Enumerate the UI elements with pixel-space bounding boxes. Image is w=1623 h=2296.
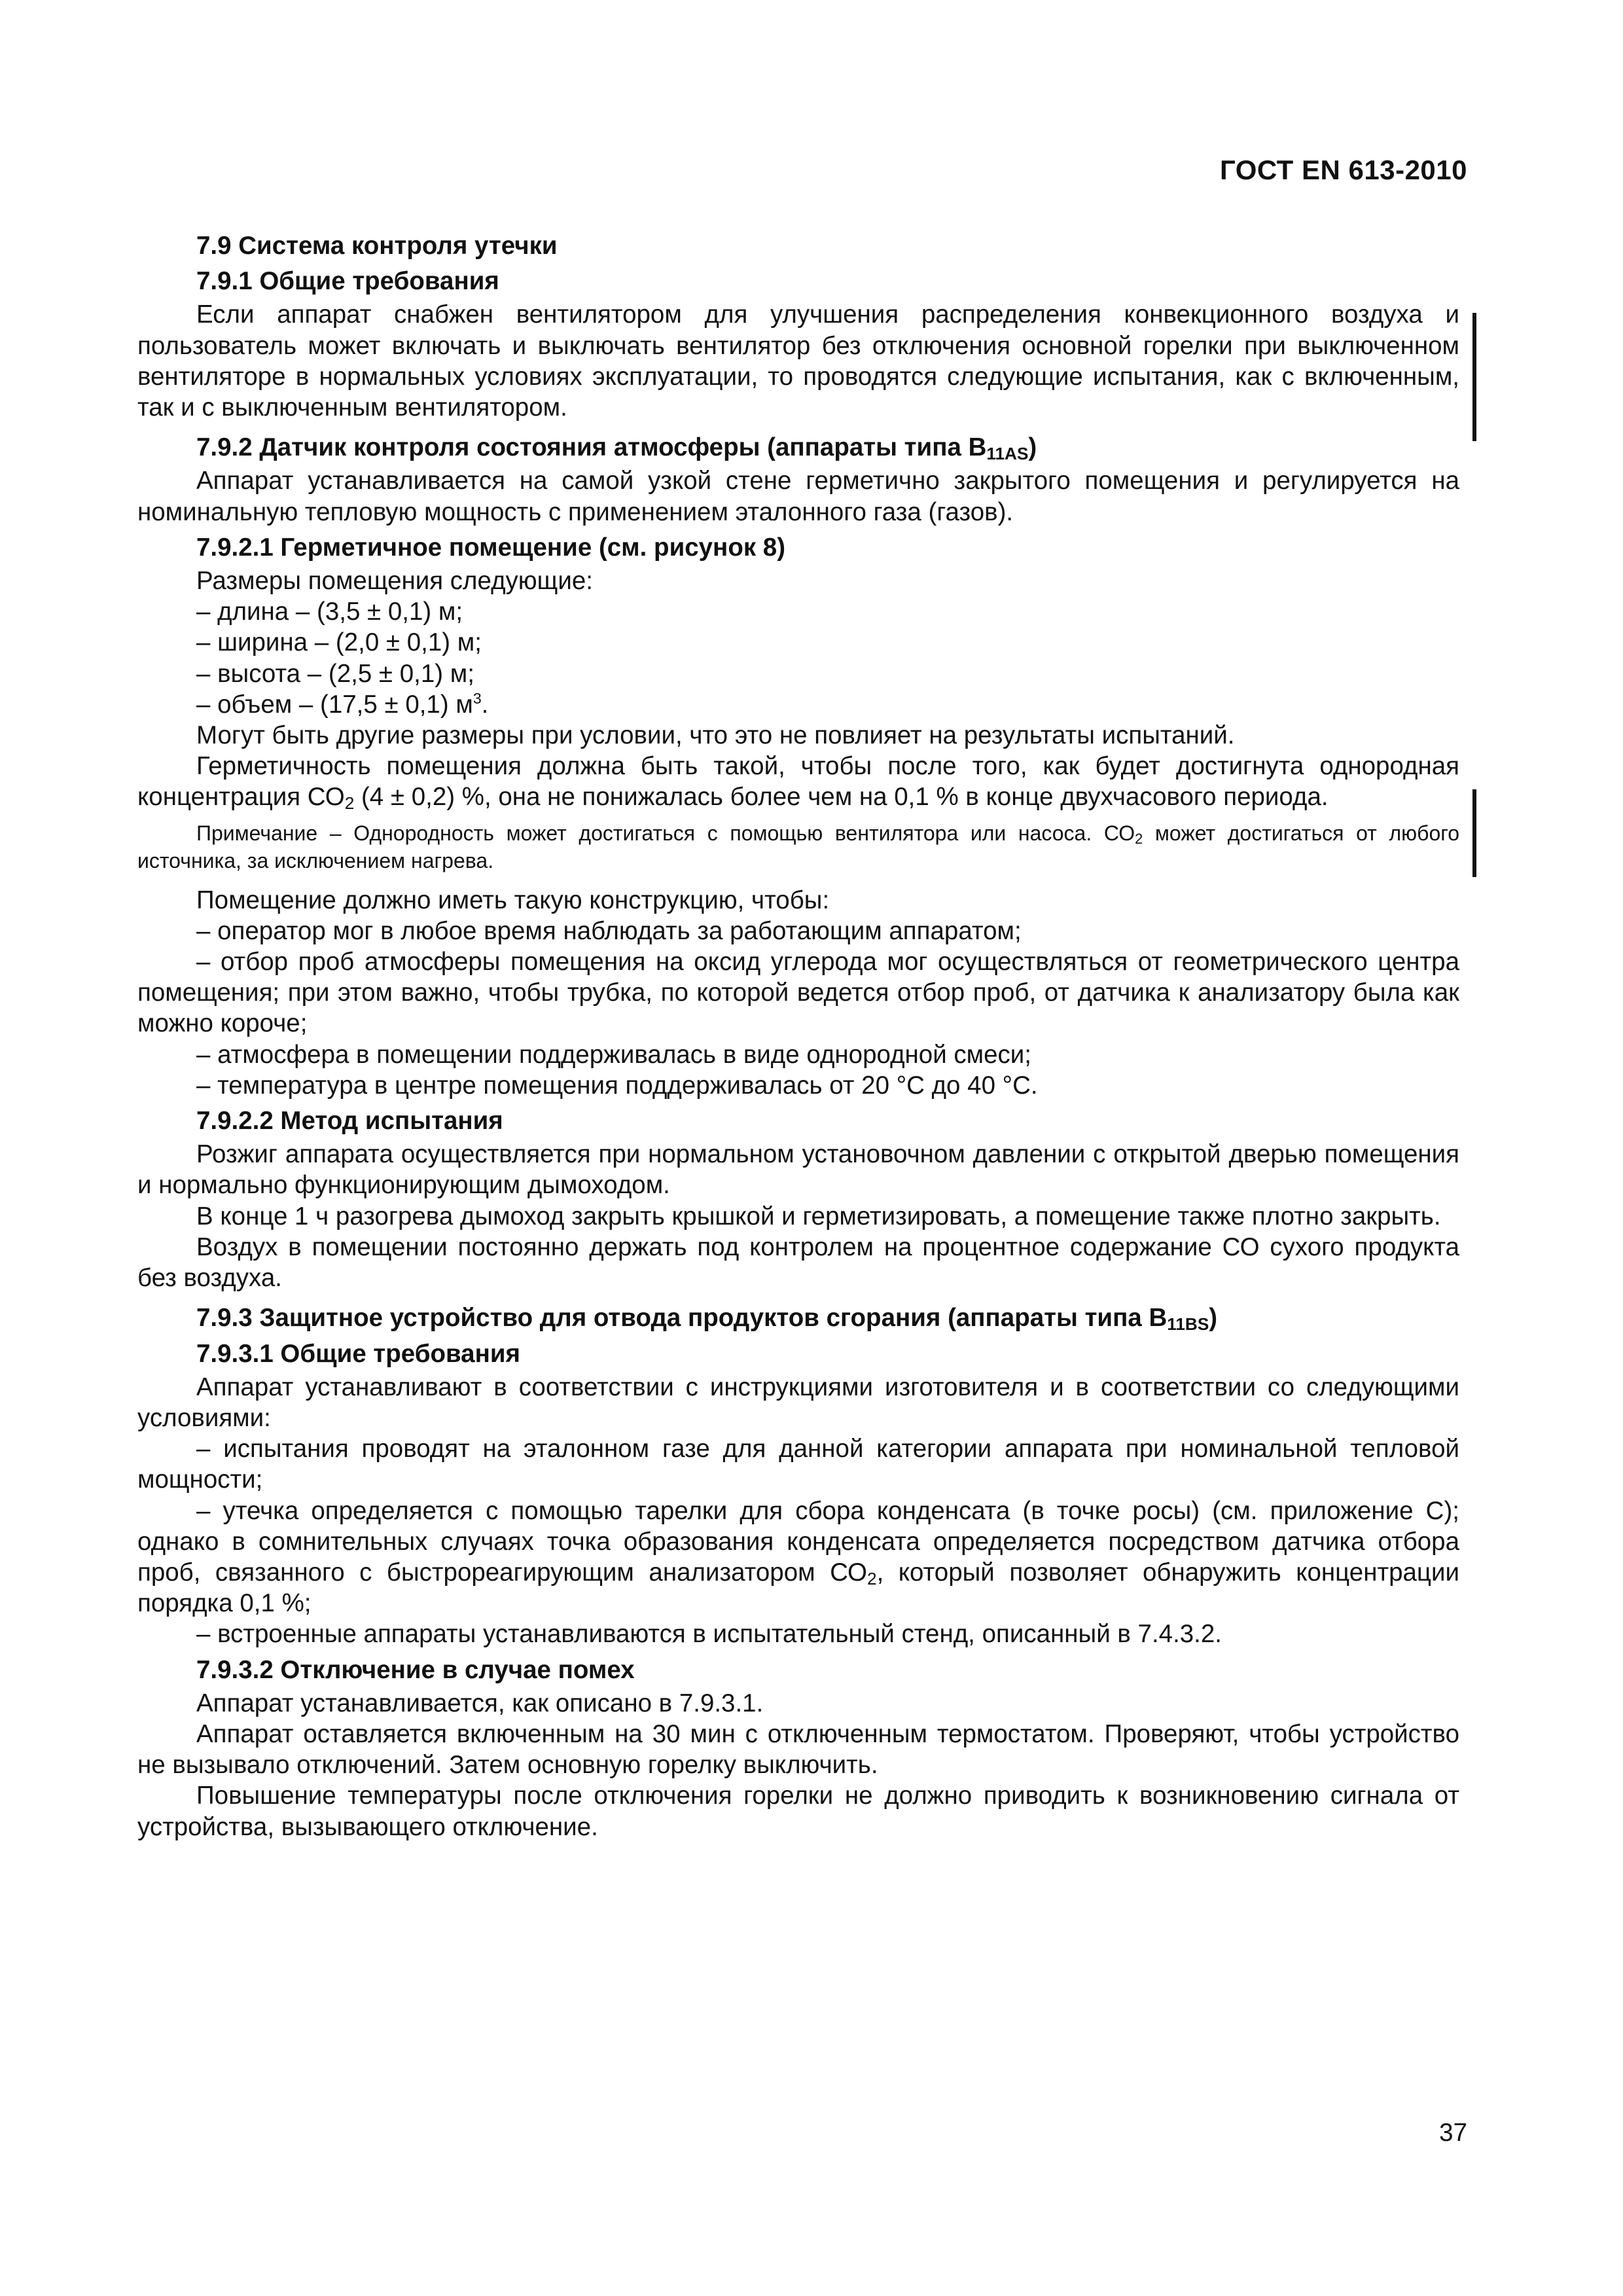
list-item: – объем – (17,5 ± 0,1) $м^3$. xyxy=(196,689,489,719)
subsection-heading: 7.9.2.2 Метод испытания xyxy=(196,1107,503,1136)
list-item: – встроенные аппараты устанавливаются в испытательный стенд, описанный в 7.4.3.2. xyxy=(196,1620,1222,1649)
list-item: – температура в центре помещения поддерживалась от 20 °С до 40 °С. xyxy=(196,1071,1038,1100)
paragraph: Размеры помещения следующие: xyxy=(196,567,593,596)
subsection-heading: 7.9.3 Защитное устройство для отвода продуктов сгорания (аппараты типа $В_{11BS}$) xyxy=(196,1304,1218,1335)
paragraph: В конце 1 ч разогрева дымоход закрыть крышкой и герметизировать, а помещение также плотно закрыть. xyxy=(196,1202,1441,1230)
page-number: 37 xyxy=(1439,2119,1467,2147)
subsection-heading: 7.9.2.1 Герметичное помещение (см. рисунок 8) xyxy=(196,533,786,562)
paragraph: Воздух в помещении постоянно держать под контролем на процентное содержание СО сухого продукта без воздуха. xyxy=(137,1232,1459,1293)
document-body xyxy=(137,230,1459,1842)
paragraph: Аппарат устанавливается на самой узкой стене герметично закрытого помещения и регулируется на номинальную тепловую мощность с применением эталонного газа (газов). xyxy=(137,467,1459,526)
paragraph: Если аппарат снабжен вентилятором для улучшения распределения конвекционного воздуха и пользователь может включать и выключать вентилятор без отключения основной горелки при выключенном вентиляторе в нормальных условиях эксплуатации, то проводятся следующие испытания, как с включенным, так и с выключенным вентилятором. xyxy=(137,300,1459,422)
subsection-heading: 7.9.1 Общие требования xyxy=(196,267,499,296)
list-item: – утечка определяется с помощью тарелки для сбора конденсата (в точке росы) (см. приложение С); однако в сомнительных случаях точка образования конденсата определяется посредством датчика отбора проб, связанного с быстрореагирующим анализатором $СО_2$, который позволяет обнаружить концентрации порядка 0,1 %; xyxy=(137,1496,1459,1618)
list-item: – длина – (3,5 ± 0,1) м; xyxy=(196,598,463,626)
list-item: – высота – (2,5 ± 0,1) м; xyxy=(196,659,474,688)
section-heading: 7.9 Система контроля утечки xyxy=(196,232,558,260)
note: Примечание – Однородность может достигаться с помощью вентилятора или насоса. $СО_2$ может достигаться от любого источника, за исключением нагрева. xyxy=(137,821,1460,872)
list-item: – атмосфера в помещении поддерживалась в виде однородной смеси; xyxy=(196,1040,1031,1069)
subsection-heading: 7.9.3.1 Общие требования xyxy=(196,1339,520,1368)
paragraph: Могут быть другие размеры при условии, что это не повлияет на результаты испытаний. xyxy=(196,721,1235,750)
change-bar xyxy=(1472,313,1476,441)
subsection-heading: 7.9.3.2 Отключение в случае помех xyxy=(196,1655,635,1684)
list-item: – отбор проб атмосферы помещения на оксид углерода мог осуществляться от геометрического центра помещения; при этом важно, чтобы трубка, по которой ведется отбор проб, от датчика к анализатору была как можно короче; xyxy=(137,948,1459,1038)
paragraph: Аппарат устанавливают в соответствии с инструкциями изготовителя и в соответствии со следующими условиями: xyxy=(137,1372,1459,1432)
paragraph: Розжиг аппарата осуществляется при нормальном установочном давлении с открытой дверью помещения и нормально функционирующим дымоходом. xyxy=(137,1140,1459,1200)
paragraph: Аппарат устанавливается, как описано в 7.9.3.1. xyxy=(196,1689,764,1717)
paragraph: Герметичность помещения должна быть такой, чтобы после того, как будет достигнута однородная концентрация $СО_2$ (4 ± 0,2) %, она не понижалась более чем на 0,1 % в конце двухчасового периода. xyxy=(137,752,1459,814)
list-item: – ширина – (2,0 ± 0,1) м; xyxy=(196,628,482,657)
change-bar xyxy=(1472,789,1476,877)
paragraph: Повышение температуры после отключения горелки не должно приводить к возникновению сигнала от устройства, вызывающего отключение. xyxy=(137,1782,1459,1841)
list-item: – испытания проводят на эталонном газе для данной категории аппарата при номинальной тепловой мощности; xyxy=(137,1435,1459,1494)
subsection-heading: 7.9.2 Датчик контроля состояния атмосферы (аппараты типа $В_{11AS}$) xyxy=(196,433,1037,463)
paragraph: Аппарат оставляется включенным на 30 мин с отключенным термостатом. Проверяют, чтобы устройство не вызывало отключений. Затем основную горелку выключить. xyxy=(137,1719,1459,1780)
document-code: ГОСТ EN 613-2010 xyxy=(1219,154,1467,185)
paragraph: Помещение должно иметь такую конструкцию, чтобы: xyxy=(196,886,830,914)
list-item: – оператор мог в любое время наблюдать за работающим аппаратом; xyxy=(196,916,1022,945)
